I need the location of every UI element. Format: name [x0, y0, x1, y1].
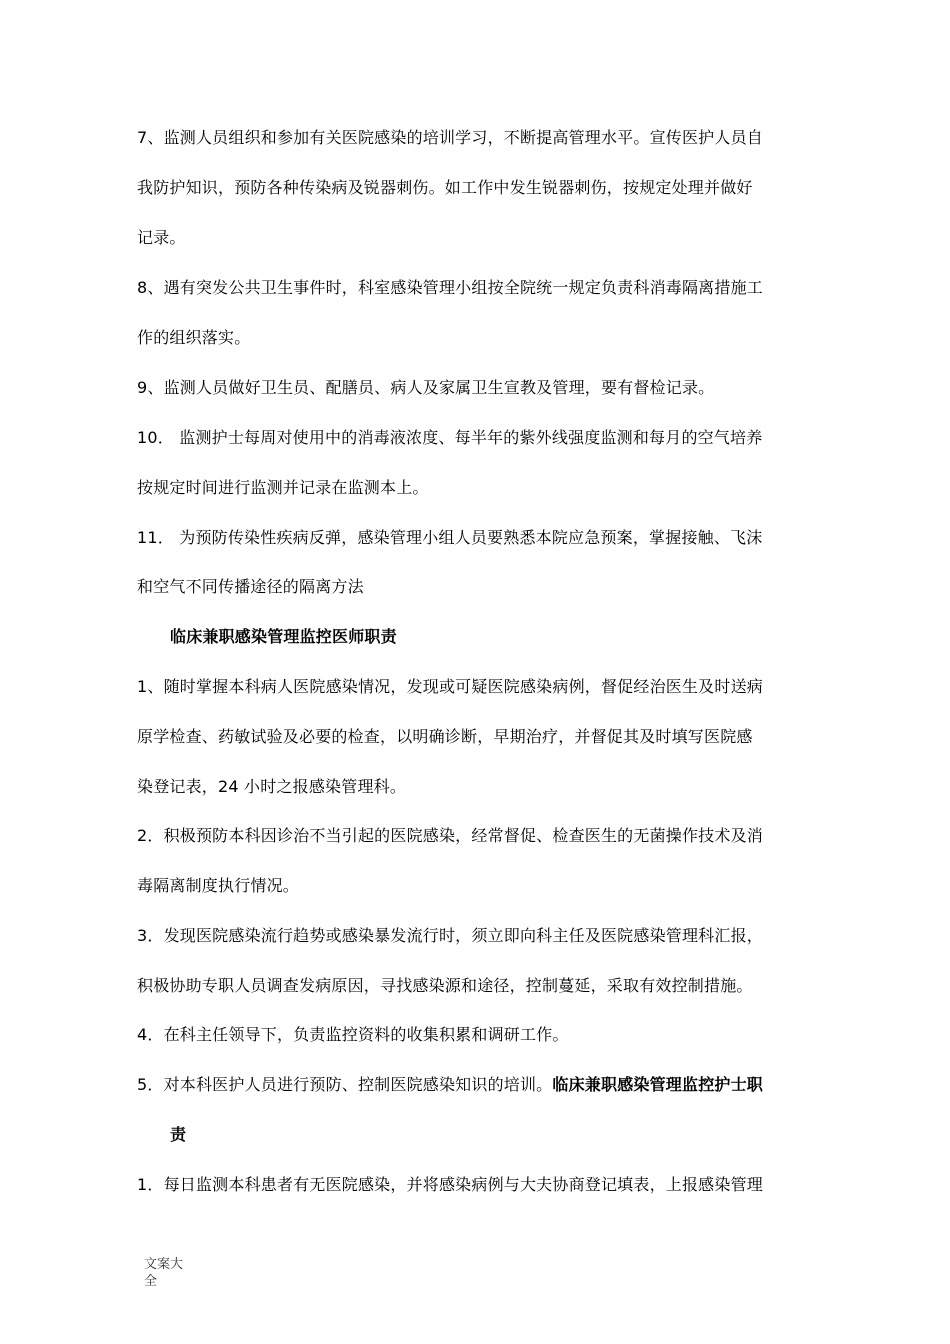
- section-heading-continued: 责: [170, 1125, 187, 1144]
- section-heading: 临床兼职感染管理监控医师职责: [170, 627, 397, 646]
- paragraph-line: 原学检查、药敏试验及必要的检查，以明确诊断，早期治疗，并督促其及时填写医院感: [137, 727, 753, 746]
- paragraph-line: 作的组织落实。: [137, 328, 251, 347]
- paragraph-line: [137, 1075, 763, 1095]
- paragraph-line: 1、随时掌握本科病人医院感染情况，发现或可疑医院感染病例，督促经治医生及时送病: [137, 677, 763, 696]
- paragraph-line: 染登记表，24 小时之报感染管理科。: [137, 777, 407, 796]
- section-heading: 临床兼职感染管理监控护士职: [552, 1075, 763, 1094]
- paragraph-line: 7、监测人员组织和参加有关医院感染的培训学习，不断提高管理水平。宣传医护人员自: [137, 128, 763, 147]
- paragraph-text: 5．对本科医护人员进行预防、控制医院感染知识的培训。: [137, 1075, 553, 1094]
- paragraph-line: 4．在科主任领导下，负责监控资料的收集积累和调研工作。: [137, 1025, 569, 1044]
- paragraph-line: 3．发现医院感染流行趋势或感染暴发流行时，须立即向科主任及医院感染管理科汇报，: [137, 926, 763, 945]
- paragraph-line: 我防护知识，预防各种传染病及锐器刺伤。如工作中发生锐器刺伤，按规定处理并做好: [137, 178, 753, 197]
- paragraph-line: 8、遇有突发公共卫生事件时，科室感染管理小组按全院统一规定负责科消毒隔离措施工: [137, 278, 763, 297]
- paragraph-line: 记录。: [137, 228, 186, 247]
- paragraph-line: 和空气不同传播途径的隔离方法: [137, 577, 364, 596]
- paragraph-line: 10． 监测护士每周对使用中的消毒液浓度、每半年的紫外线强度监测和每月的空气培养: [137, 428, 763, 447]
- paragraph-line: 积极协助专职人员调查发病原因，寻找感染源和途径，控制蔓延，采取有效控制措施。: [137, 976, 753, 995]
- paragraph-line: 毒隔离制度执行情况。: [137, 876, 300, 895]
- paragraph-line: 按规定时间进行监测并记录在监测本上。: [137, 478, 429, 497]
- footer-text: 全: [144, 1274, 158, 1289]
- paragraph-line: 9、监测人员做好卫生员、配膳员、病人及家属卫生宣教及管理，要有督检记录。: [137, 378, 715, 397]
- paragraph-line: 2．积极预防本科因诊治不当引起的医院感染，经常督促、检查医生的无菌操作技术及消: [137, 826, 763, 845]
- paragraph-line: 11． 为预防传染性疾病反弹，感染管理小组人员要熟悉本院应急预案，掌握接触、飞沫: [137, 528, 763, 547]
- paragraph-line: 1．每日监测本科患者有无医院感染，并将感染病例与大夫协商登记填表，上报感染管理: [137, 1175, 763, 1194]
- footer-text: 文案大: [144, 1257, 184, 1272]
- page-footer: [144, 1256, 183, 1290]
